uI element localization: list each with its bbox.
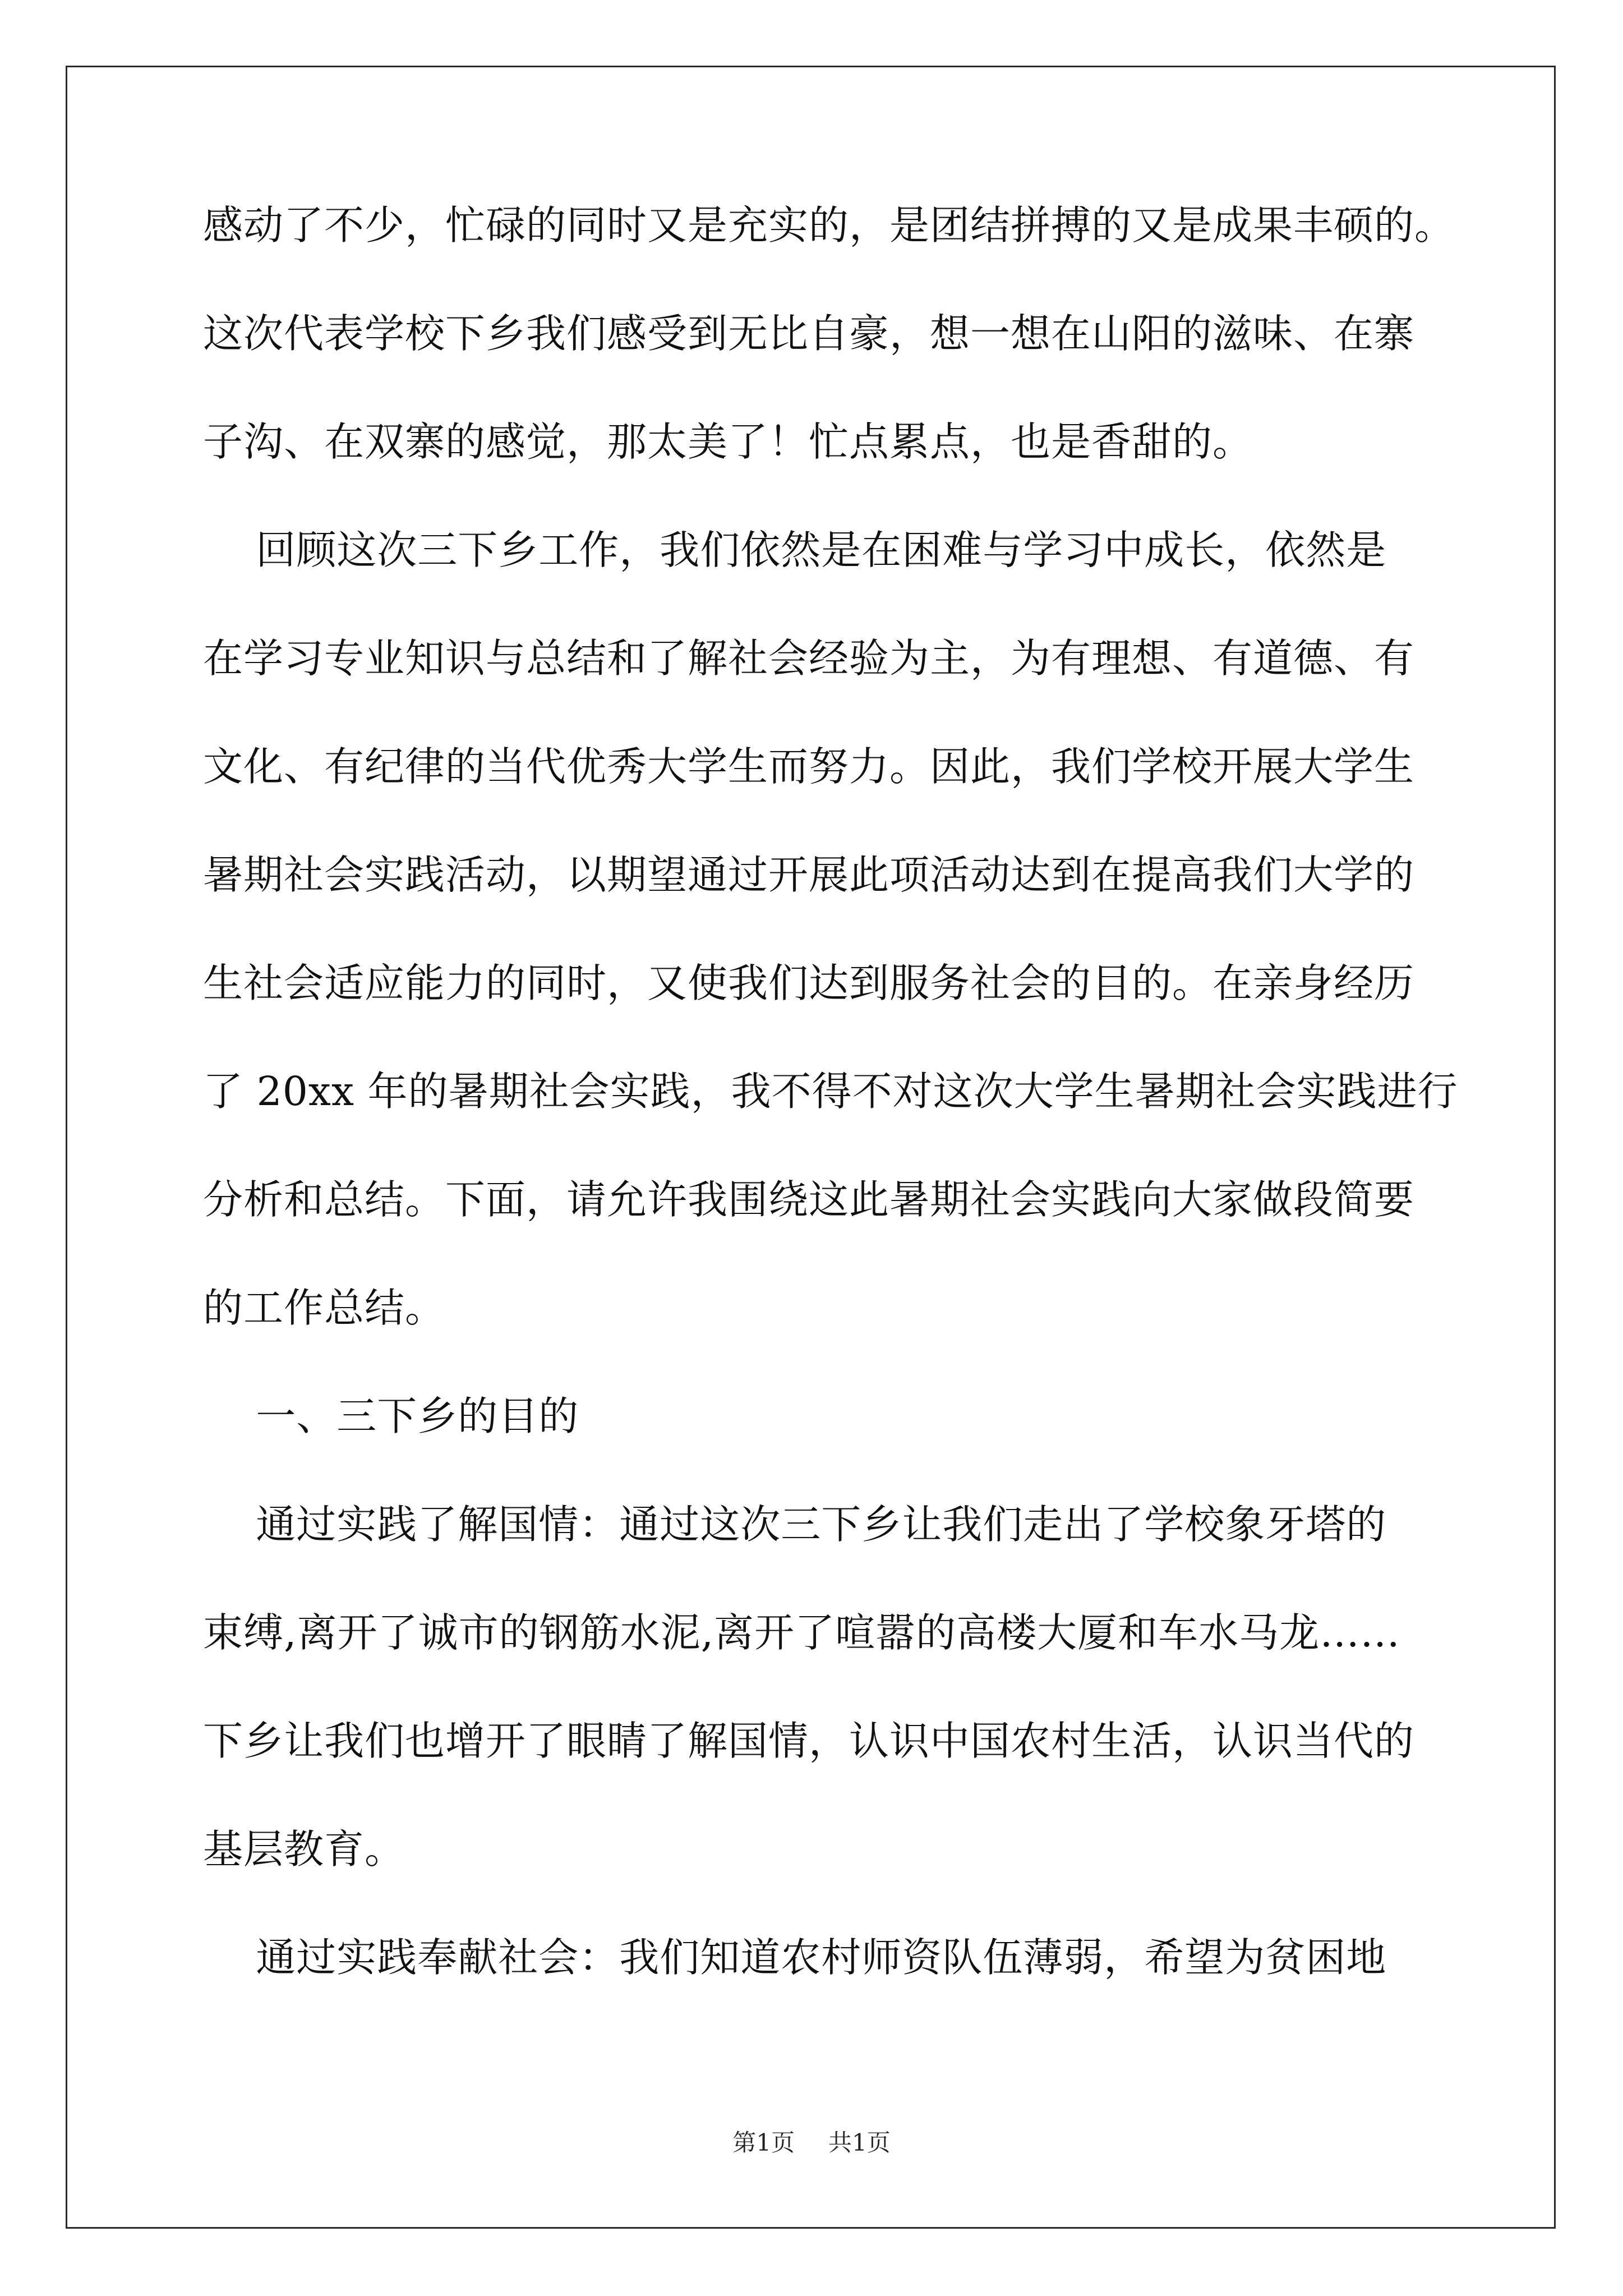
text-line: 生社会适应能力的同时，又使我们达到服务社会的目的。在亲身经历: [203, 960, 1415, 1006]
text-line: 文化、有纪律的当代优秀大学生而努力。因此，我们学校开展大学生: [203, 743, 1415, 790]
page-number: 第1页: [732, 2129, 795, 2156]
text-line: 束缚,离开了诚市的钢筋水泥,离开了喧嚣的高楼大厦和车水马龙……: [203, 1609, 1401, 1656]
page-total: 共1页: [828, 2129, 891, 2156]
text-line: 下乡让我们也增开了眼睛了解国情，认识中国农村生活，认识当代的: [203, 1718, 1415, 1764]
text-line: 这次代表学校下乡我们感受到无比自豪，想一想在山阳的滋味、在寨: [203, 310, 1415, 357]
text-line: 通过实践了解国情：通过这次三下乡让我们走出了学校象牙塔的: [203, 1501, 1387, 1548]
text-line: 子沟、在双寨的感觉，那太美了！忙点累点，也是香甜的。: [203, 418, 1253, 465]
page-border: [66, 66, 1556, 2229]
text-line: 感动了不少，忙碌的同时又是充实的，是团结拼搏的又是成果丰硕的。: [203, 202, 1455, 249]
text-line: 基层教育。: [203, 1826, 405, 1872]
text-line: 了 20xx 年的暑期社会实践，我不得不对这次大学生暑期社会实践进行: [203, 1068, 1458, 1115]
text-line: 暑期社会实践活动，以期望通过开展此项活动达到在提高我们大学的: [203, 852, 1415, 898]
text-line: 的工作总结。: [203, 1285, 446, 1331]
page-footer: [0, 2129, 1623, 2157]
text-line: 回顾这次三下乡工作，我们依然是在困难与学习中成长，依然是: [203, 527, 1387, 573]
text-line: 通过实践奉献社会：我们知道农村师资队伍薄弱，希望为贫困地: [203, 1934, 1387, 1981]
text-line: 分析和总结。下面，请允许我围绕这此暑期社会实践向大家做段简要: [203, 1176, 1415, 1223]
section-heading: 一、三下乡的目的: [203, 1393, 579, 1439]
text-line: 在学习专业知识与总结和了解社会经验为主，为有理想、有道德、有: [203, 635, 1415, 682]
